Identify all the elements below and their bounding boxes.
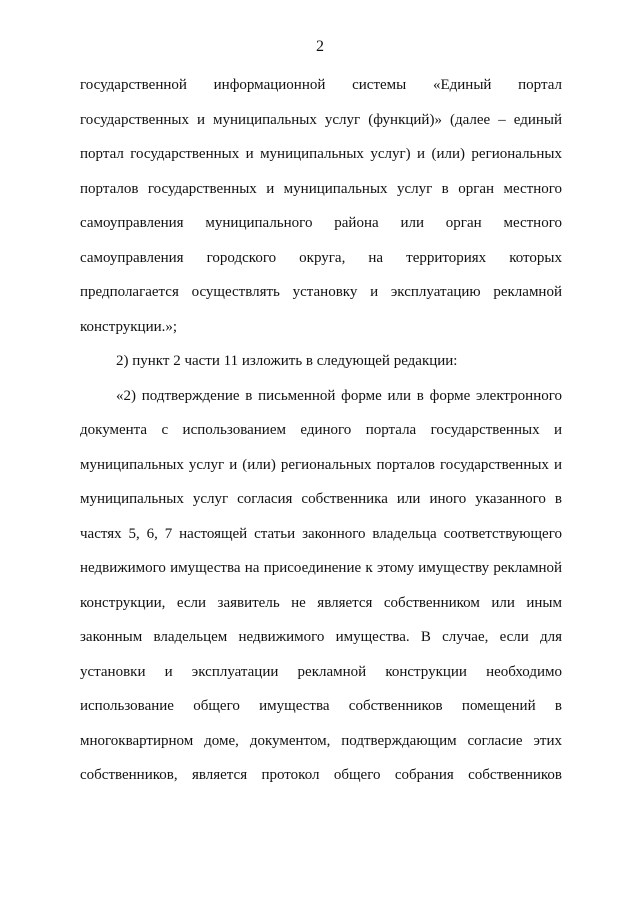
text-line: конструкции, если заявитель не является собственником или иным <box>80 594 562 611</box>
text-line: самоуправления городского округа, на территориях которых <box>80 249 562 266</box>
text-line: предполагается осуществлять установку и эксплуатацию рекламной <box>80 284 562 300</box>
text-line: законным владельцем недвижимого имущества. В случае, если для <box>80 629 562 645</box>
text-line: государственной информационной системы «Единый портал <box>80 77 562 93</box>
text-line: конструкции.»; <box>80 318 178 335</box>
text-line: многоквартирном доме, документом, подтверждающим согласие этих <box>80 732 562 749</box>
text-line: недвижимого имущества на присоединение к этому имуществу рекламной <box>80 560 562 576</box>
text-line: собственников, является протокол общего собрания собственников <box>80 767 562 783</box>
text-line: портал государственных и муниципальных услуг) и (или) региональных <box>80 146 562 162</box>
text-line: муниципальных услуг согласия собственника или иного указанного в <box>80 491 562 507</box>
paragraph-heading: 2) пункт 2 части 11 изложить в следующей редакции: <box>116 353 458 369</box>
text-line: муниципальных услуг и (или) региональных порталов государственных и <box>80 456 562 473</box>
text-line: самоуправления муниципального района или орган местного <box>80 215 562 231</box>
page-number: 2 <box>316 38 324 55</box>
text-line: документа с использованием единого портала государственных и <box>80 422 562 438</box>
text-line: установки и эксплуатации рекламной конструкции необходимо <box>80 663 562 680</box>
document-body <box>80 76 562 801</box>
text-line: порталов государственных и муниципальных услуг в орган местного <box>80 180 562 197</box>
text-line: использование общего имущества собственников помещений в <box>80 698 562 714</box>
text-line: «2) подтверждение в письменной форме или в форме электронного <box>116 387 562 404</box>
text-line: частях 5, 6, 7 настоящей статьи законного владельца соответствующего <box>80 525 562 542</box>
text-line: государственных и муниципальных услуг (функций)» (далее – единый <box>80 111 562 128</box>
